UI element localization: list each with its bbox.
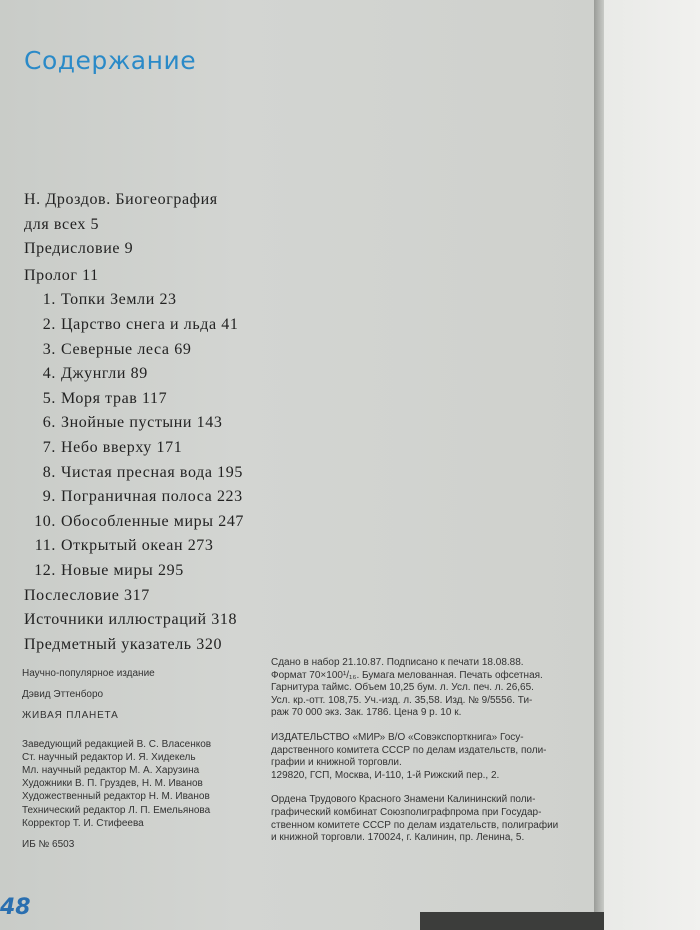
page-spine-shadow bbox=[594, 0, 604, 930]
toc-preface: Предисловие 9 bbox=[24, 240, 134, 258]
printer-details bbox=[271, 794, 591, 844]
imprint-publication-info bbox=[271, 657, 591, 857]
toc-chapter bbox=[24, 387, 584, 412]
chapter-title: Пограничная полоса 223 bbox=[61, 488, 243, 506]
chapter-title: Обособленные миры 247 bbox=[61, 512, 245, 530]
chapter-title: Моря трав 117 bbox=[61, 389, 168, 407]
chapter-number: 4. bbox=[42, 365, 56, 383]
edition-type: Научно-популярное издание bbox=[22, 668, 155, 679]
toc-intro-line-2: для всех 5 bbox=[24, 215, 100, 233]
contents-heading: Содержание bbox=[24, 46, 197, 75]
chapter-title: Небо вверху 171 bbox=[61, 438, 183, 456]
chapter-title: Чистая пресная вода 195 bbox=[61, 463, 243, 481]
staff-line: Художественный редактор Н. М. Иванов bbox=[22, 791, 210, 803]
toc-chapter bbox=[24, 559, 584, 584]
chapter-number: 2. bbox=[42, 315, 56, 333]
toc-chapter bbox=[24, 534, 584, 559]
chapter-number: 8. bbox=[42, 463, 56, 481]
author-name: Дэвид Эттенборо bbox=[22, 689, 104, 701]
facing-page bbox=[604, 0, 700, 930]
chapter-title: Открытый океан 273 bbox=[61, 537, 214, 555]
toc-chapter bbox=[24, 313, 584, 338]
ib-number: ИБ № 6503 bbox=[22, 839, 75, 851]
toc-chapter bbox=[24, 362, 584, 387]
toc-chapter bbox=[24, 411, 584, 436]
chapter-number: 10. bbox=[34, 512, 56, 530]
chapter-number: 6. bbox=[42, 414, 56, 432]
chapter-title: Джунгли 89 bbox=[61, 365, 148, 383]
chapter-number: 5. bbox=[42, 389, 56, 407]
chapter-title: Царство снега и льда 41 bbox=[61, 315, 239, 333]
toc-subject-index: Предметный указатель 320 bbox=[24, 635, 223, 653]
toc-chapter bbox=[24, 510, 584, 535]
staff-line: Ст. научный редактор И. Я. Хидекель bbox=[22, 751, 196, 763]
chapter-number: 9. bbox=[42, 488, 56, 506]
staff-line: Мл. научный редактор М. А. Харузина bbox=[22, 765, 200, 777]
printing-line: Гарнитура таймс. Объем 10,25 бум. л. Усл. печ. л. 26,65. bbox=[271, 682, 534, 694]
chapter-title: Новые миры 295 bbox=[61, 561, 184, 579]
staff-line: Художники В. П. Груздев, Н. М. Иванов bbox=[22, 778, 203, 790]
chapter-number: 3. bbox=[42, 340, 56, 358]
publisher-details bbox=[271, 732, 591, 782]
imprint-credits bbox=[22, 667, 262, 851]
toc-prologue: Пролог 11 bbox=[24, 266, 99, 284]
toc-chapter bbox=[24, 288, 584, 313]
chapter-number: 12. bbox=[34, 561, 56, 579]
printing-line: Формат 70×100¹/₁₆. Бумага мелованная. Печать офсетная. bbox=[271, 669, 543, 681]
printer-line: ственном комитете СССР по делам издательств, полиграфии bbox=[271, 819, 559, 831]
chapter-number: 7. bbox=[42, 438, 56, 456]
toc-chapter bbox=[24, 436, 584, 461]
chapter-title: Топки Земли 23 bbox=[61, 291, 177, 309]
publisher-line: графии и книжной торговли. bbox=[271, 757, 402, 769]
toc-afterword: Послесловие 317 bbox=[24, 586, 150, 604]
chapter-number: 1. bbox=[42, 291, 56, 309]
book-title: ЖИВАЯ ПЛАНЕТА bbox=[22, 710, 119, 722]
printing-details bbox=[271, 657, 591, 720]
staff-line: Корректор Т. И. Стифеева bbox=[22, 817, 144, 829]
printer-line: и книжной торговли. 170024, г. Калинин, пр. Ленина, 5. bbox=[271, 832, 525, 844]
chapter-number: 11. bbox=[34, 537, 56, 555]
toc-illustration-sources: Источники иллюстраций 318 bbox=[24, 611, 238, 629]
printing-line: раж 70 000 экз. Зак. 1786. Цена 9 р. 10 к. bbox=[271, 707, 462, 719]
staff-line: Технический редактор Л. П. Емельянова bbox=[22, 804, 211, 816]
page-number: 48 bbox=[0, 895, 31, 920]
toc-chapter bbox=[24, 338, 584, 363]
staff-line: Заведующий редакцией В. С. Власенков bbox=[22, 738, 212, 750]
background-surface bbox=[420, 912, 604, 930]
publisher-line: ИЗДАТЕЛЬСТВО «МИР» В/О «Совэкспорткнига» Госу- bbox=[271, 731, 524, 743]
chapter-title: Знойные пустыни 143 bbox=[61, 414, 223, 432]
publisher-line: 129820, ГСП, Москва, И-110, 1-й Рижский пер., 2. bbox=[271, 769, 500, 781]
printing-line: Сдано в набор 21.10.87. Подписано к печати 18.08.88. bbox=[271, 657, 524, 668]
printer-line: графический комбинат Союзполиграфпрома при Государ- bbox=[271, 806, 542, 818]
printing-line: Усл. кр.-отт. 108,75. Уч.-изд. л. 35,58. Изд. № 9/5556. Ти- bbox=[271, 694, 533, 706]
toc-intro-line-1: Н. Дроздов. Биогеография bbox=[24, 191, 218, 208]
chapter-title: Северные леса 69 bbox=[61, 340, 192, 358]
toc-chapter bbox=[24, 485, 584, 510]
publisher-line: дарственного комитета СССР по делам издательств, поли- bbox=[271, 744, 547, 756]
toc-chapter bbox=[24, 461, 584, 486]
printer-line: Ордена Трудового Красного Знамени Калининский поли- bbox=[271, 794, 536, 806]
table-of-contents bbox=[24, 188, 584, 657]
